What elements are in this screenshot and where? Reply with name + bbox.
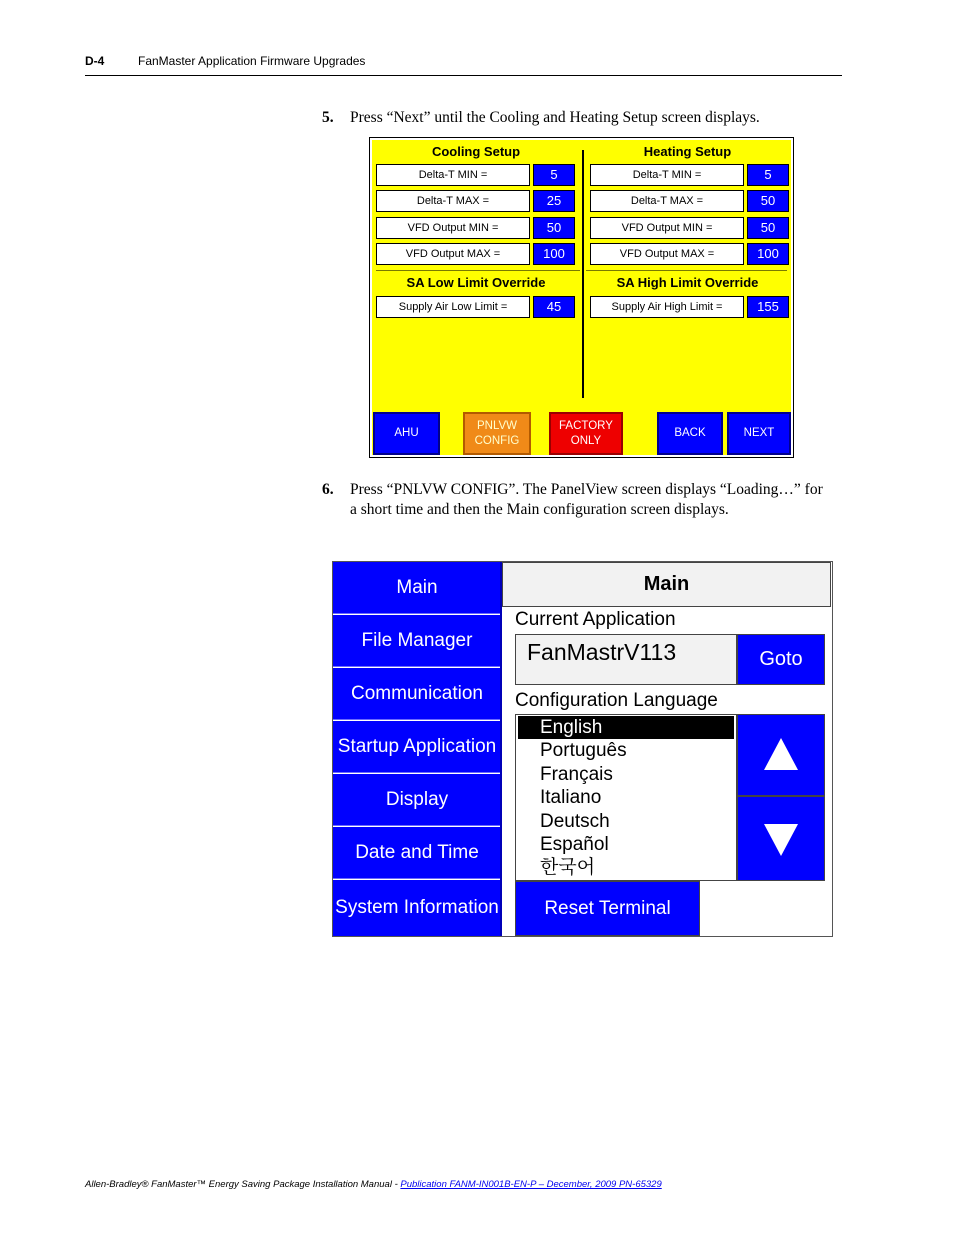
supply-air-low-limit-value[interactable]: 45 — [533, 296, 575, 318]
supply-air-low-limit-label: Supply Air Low Limit = — [376, 296, 530, 318]
pnlvw-config-label: PNLVW CONFIG — [474, 419, 520, 447]
heating-vfd-output-min-value[interactable]: 50 — [747, 217, 789, 239]
heating-delta-t-min-value[interactable]: 5 — [747, 164, 789, 186]
step-6-number: 6. — [322, 481, 334, 498]
panel-title: Main — [502, 562, 831, 607]
back-button-label: BACK — [674, 427, 706, 439]
heating-setup-title: Heating Setup — [643, 144, 732, 159]
heating-delta-t-max-value[interactable]: 50 — [747, 190, 789, 212]
cooling-vfd-output-min-value[interactable]: 50 — [533, 217, 575, 239]
section-rule-right — [586, 270, 787, 271]
screen-divider — [582, 150, 584, 398]
nav-file-manager[interactable]: File Manager — [333, 615, 501, 667]
scroll-up-button[interactable] — [737, 714, 825, 796]
cooling-delta-t-min-value[interactable]: 5 — [533, 164, 575, 186]
section-title: FanMaster Application Firmware Upgrades — [138, 54, 366, 68]
factory-only-label: FACTORY ONLY — [559, 419, 613, 447]
next-button-label: NEXT — [743, 427, 775, 439]
publication-link[interactable]: Publication FANM-IN001B-EN-P – December, 2009 PN-65329 — [400, 1179, 662, 1190]
language-option-english[interactable]: English — [540, 717, 603, 738]
language-option-espanol[interactable]: Español — [540, 834, 609, 855]
cooling-vfd-output-max-label: VFD Output MAX = — [376, 243, 530, 265]
language-option-portugues[interactable]: Português — [540, 740, 627, 761]
heating-vfd-output-max-value[interactable]: 100 — [747, 243, 789, 265]
heating-delta-t-max-label: Delta-T MAX = — [590, 190, 744, 212]
footer — [85, 1179, 662, 1190]
cooling-setup-title: Cooling Setup — [431, 144, 521, 159]
cooling-vfd-output-max-value[interactable]: 100 — [533, 243, 575, 265]
pnlvw-config-button[interactable] — [463, 412, 531, 455]
heating-vfd-output-min-label: VFD Output MIN = — [590, 217, 744, 239]
step-5-number: 5. — [322, 109, 334, 126]
sa-high-limit-title: SA High Limit Override — [616, 275, 759, 290]
up-arrow-icon — [761, 735, 801, 775]
language-option-francais[interactable]: Français — [540, 764, 613, 785]
language-option-korean[interactable]: 한국어 — [540, 857, 596, 878]
cooling-heating-setup-screen — [369, 137, 794, 458]
nav-communication[interactable]: Communication — [333, 668, 501, 720]
heating-delta-t-min-label: Delta-T MIN = — [590, 164, 744, 186]
ahu-button[interactable] — [373, 412, 440, 455]
down-arrow-icon — [761, 819, 801, 859]
nav-main[interactable]: Main — [333, 562, 501, 614]
language-option-deutsch[interactable]: Deutsch — [540, 811, 610, 832]
supply-air-high-limit-value[interactable]: 155 — [747, 296, 789, 318]
selection-pointer-icon — [521, 722, 527, 732]
cooling-delta-t-max-label: Delta-T MAX = — [376, 190, 530, 212]
ahu-button-label: AHU — [394, 427, 419, 439]
step-5-text: Press “Next” until the Cooling and Heating Setup screen displays. — [350, 109, 760, 126]
step-6-text: Press “PNLVW CONFIG”. The PanelView screen displays “Loading…” for a short time and then the Main configuration screen displays. — [350, 481, 823, 518]
language-list[interactable] — [515, 714, 737, 881]
language-option-italiano[interactable]: Italiano — [540, 787, 602, 808]
header-rule — [85, 75, 842, 76]
page-number: D-4 — [85, 54, 105, 68]
nav-startup-application[interactable]: Startup Application — [333, 721, 501, 773]
panelview-main-screen — [332, 561, 833, 937]
nav-display[interactable]: Display — [333, 774, 501, 826]
factory-only-button[interactable] — [549, 412, 623, 455]
goto-button[interactable]: Goto — [737, 634, 825, 685]
nav-separator — [500, 562, 502, 936]
reset-terminal-button[interactable]: Reset Terminal — [515, 881, 700, 936]
nav-date-and-time[interactable]: Date and Time — [333, 827, 501, 879]
scroll-down-button[interactable] — [737, 796, 825, 881]
supply-air-high-limit-label: Supply Air High Limit = — [590, 296, 744, 318]
cooling-delta-t-min-label: Delta-T MIN = — [376, 164, 530, 186]
back-button[interactable] — [657, 412, 723, 455]
sa-low-limit-title: SA Low Limit Override — [406, 275, 546, 290]
heating-vfd-output-max-label: VFD Output MAX = — [590, 243, 744, 265]
next-button[interactable] — [727, 412, 791, 455]
cooling-delta-t-max-value[interactable]: 25 — [533, 190, 575, 212]
nav-system-information[interactable]: System Information — [333, 880, 501, 936]
cooling-vfd-output-min-label: VFD Output MIN = — [376, 217, 530, 239]
current-application-label: Current Application — [515, 609, 676, 630]
footer-text: Allen-Bradley® FanMaster™ Energy Saving Package Installation Manual - — [85, 1179, 401, 1190]
section-rule-left — [376, 270, 580, 271]
configuration-language-label: Configuration Language — [515, 690, 718, 711]
current-application-field: FanMastrV113 — [515, 634, 737, 685]
